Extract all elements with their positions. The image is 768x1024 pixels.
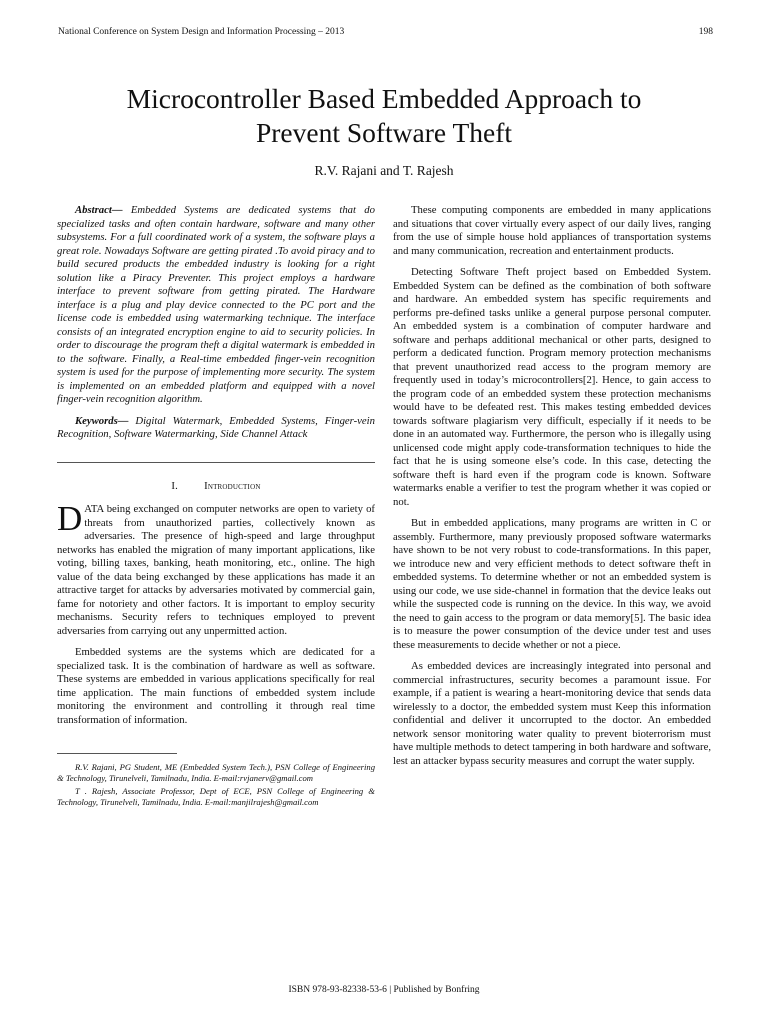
intro-paragraph-1-text: ATA being exchanged on computer networks are open to variety of threats from unauthorized parties, collectively known as adversaries. The presence of high-speed and large throughput networks has enabled the migration of many important applications, like voting, billing taxes, banking, heath monitoring, etc., online. The high value of the data being exchanged by these applications has made it an attractive target for attacks by adversaries motivated by commercial gain, fame for notoriety and other factors. It is important to employ security mechanisms. Security refers to techniques employed to prevent adversaries from carrying out any unpermitted action. xyxy=(57,503,375,637)
drop-cap: D xyxy=(57,499,83,538)
footnotes xyxy=(57,762,375,808)
left-column xyxy=(57,204,375,810)
body-paragraph-4: As embedded devices are increasingly integrated into personal and commercial infrastructures, security becomes a paramount issue. For example, if a patient is wearing a heart-monitoring device that sends data wirelessly to a doctor, the embedded system must Keep this information confidential and deliver it uncorrupted to the doctor. An embedded network sensor monitoring water quality to prevent bioterrorism must have multiple methods to detect tampering in both hardware and software, lest an attacker bypass security measures and corrupt the water supply. xyxy=(393,660,711,767)
right-column xyxy=(393,204,711,776)
body-paragraph-1: These computing components are embedded in many applications and situations that cover virtually every aspect of our daily lives, ranging from the use of simple house hold appliances of transportation systems and many communication, recreation and entertainment products. xyxy=(393,204,711,257)
footnote-divider xyxy=(57,753,177,754)
body-paragraph-3: But in embedded applications, many programs are written in C or assembly. Furthermore, many previously proposed software watermarks have shown to be not very robust to code-transformations. In this paper, we introduce new and very efficient methods to detect software theft in embedded systems. To determine whether or not an embedded system is using our code, we use side-channel in formation that the device leaks out while the suspected code is running on the device. In this way, we avoid the need to gain access to the program or data memory[5]. The basic idea is to measure the power consumption of the device under test and uses these measurements to decide whether or not a piece. xyxy=(393,517,711,651)
running-header: National Conference on System Design and Information Processing – 2013 xyxy=(58,27,345,37)
section-heading xyxy=(57,480,375,494)
intro-paragraph-2: Embedded systems are the systems which are dedicated for a specialized task. It is the combination of hardware as well as software. These systems are embedded in various applications specifically for real time application. The main functions of embedded system include monitoring the environment and controlling it through real time transformation of information. xyxy=(57,646,375,726)
authors: R.V. Rajani and T. Rajesh xyxy=(314,163,454,178)
page-number: 198 xyxy=(698,27,713,37)
abstract xyxy=(57,204,375,407)
footnote-author-1: R.V. Rajani, PG Student, ME (Embedded System Tech.), PSN College of Engineering & Technology, Tirunelveli, Tamilnadu, India. E-mail:rvjanerv@gmail.com xyxy=(57,762,375,783)
title-line-1: Microcontroller Based Embedded Approach to xyxy=(126,83,642,114)
title-line-2: Prevent Software Theft xyxy=(255,117,513,148)
keywords-label: Keywords— xyxy=(75,414,129,427)
body-paragraph-2: Detecting Software Theft project based on Embedded System. Embedded System can be defined as the combination of both software and hardware. An embedded system has specific requirements and performs pre-defined tasks unlike a general purpose personal computer. An embedded system is a combination of computer hardware and software and perhaps additional mechanical or other parts, designed to perform a dedicated function. Program memory protection mechanisms that prevent unauthorized read access to the program memory are frequently used in today’s microcontrollers[2]. Hence, to gain access to the program code of an embedded system these protection mechanisms would have to be defeated rest. This makes testing embedded devices towards software plagiarism very difficult, especially if it needs to be done in an automated way. Furthermore, the person who is illegally using unlicensed code might apply code-transformation techniques to hide the fact that he is using someone else’s code. In this case, detecting the software theft is hard even if the program code is known. Software watermarks enable a verifier to test the program whether it was copied or not. xyxy=(393,266,711,508)
page-footer: ISBN 978-93-82338-53-6 | Published by Bonfring xyxy=(288,985,480,995)
keywords-text: Digital Watermark, Embedded Systems, Finger-vein Recognition, Software Watermarking, Side Channel Attack xyxy=(57,414,375,440)
intro-paragraph-1 xyxy=(57,499,375,638)
abstract-text: Embedded Systems are dedicated systems that do specialized tasks and often contain hardware, software and many other subsystems. For a full coordinated work of a system, the software plays a great role. Nowadays Software are getting pirated .To avoid piracy and to build secured products the embedded industry is looking for a right solution like a Piracy Preventer. This project employs a hardware interface to prevent software from getting pirated. The Hardware interface is a plug and play device connected to the PC port and the license code is embedded using watermarking technique. The interface consists of an integrated encryption engine to aid to security policies. In order to discourage the program theft a digital watermark is embedded in to the software. Finally, a Real-time embedded finger-vein recognition system is used for the purpose of implementing more security. The system is implemented on an embedded platform and equipped with a novel finger-vein recognition algorithm. xyxy=(57,204,375,405)
section-title: Introduction xyxy=(204,479,261,492)
keywords xyxy=(57,415,375,442)
section-divider xyxy=(57,462,375,463)
paper-title xyxy=(60,82,708,150)
footnote-author-2: T . Rajesh, Associate Professor, Dept of ECE, PSN College of Engineering & Technology, Tirunelveli, Tamilnadu, India. E-mail:manjilrajesh@gmail.com xyxy=(57,786,375,807)
abstract-label: Abstract— xyxy=(75,204,123,216)
section-number: I. xyxy=(171,479,179,492)
